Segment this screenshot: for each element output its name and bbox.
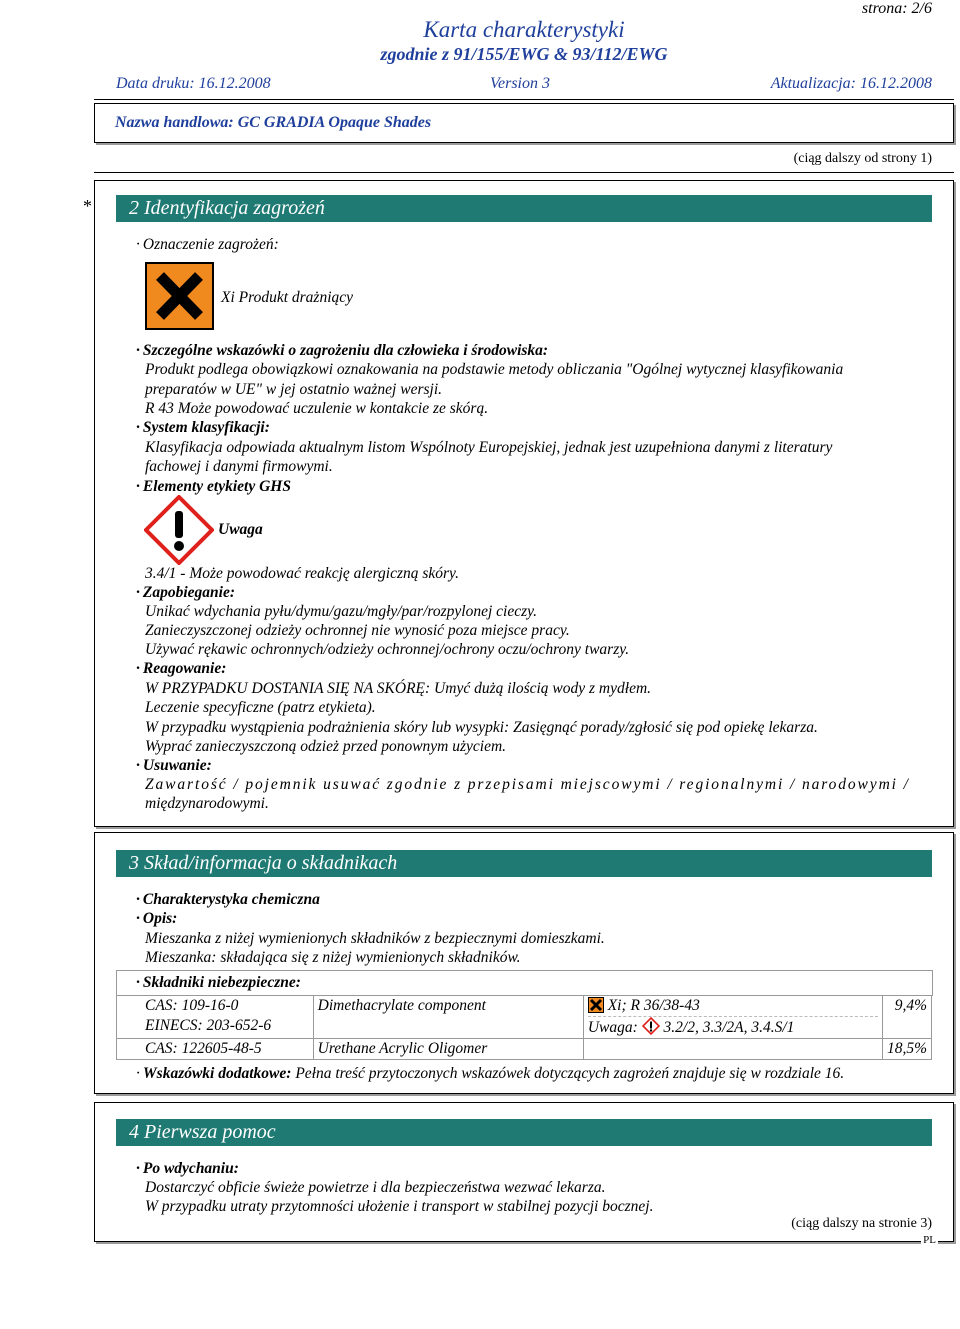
- inhalation-label: Po wdychaniu:: [142, 1160, 239, 1177]
- ghs-exclamation-icon: [144, 495, 214, 565]
- einecs-number: EINECS: 203-652-6: [145, 1017, 272, 1034]
- disposal-label-line: [136, 756, 212, 775]
- bullet: ·: [136, 236, 140, 253]
- desc-label: Opis:: [142, 910, 178, 927]
- ingredient-percent: 18,5%: [882, 1039, 931, 1060]
- update-date: Aktualizacja: 16.12.2008: [770, 75, 932, 92]
- ghs-codes: 3.2/2, 3.3/2A, 3.4.S/1: [663, 1019, 795, 1036]
- ghs-signal: Uwaga:: [587, 1019, 638, 1036]
- bullet: ·: [136, 974, 140, 991]
- ghs-label: Elementy etykiety GHS: [142, 478, 291, 495]
- ingredient-classification: [583, 996, 882, 1039]
- hazardous-label-box: [116, 970, 933, 996]
- hazardous-label: Składniki niebezpieczne:: [142, 974, 301, 991]
- special-text-1: Produkt podlega obowiązkowi oznakowania na podstawie metody obliczania "Ogólnej wytycznej klasyfikowania: [145, 361, 844, 378]
- desc-label-line: [136, 909, 177, 928]
- special-text-2: preparatów w UE" w jej ostatnio ważnej wersji.: [145, 381, 443, 398]
- trade-name-box: [94, 103, 954, 143]
- response-text-3: W przypadku wystąpienia podrażnienia skóry lub wysypki: Zasięgnąć porady/zgłosić się pod opiekę lekarza.: [145, 719, 818, 736]
- print-date: Data druku: 16.12.2008: [116, 75, 271, 92]
- ghs-line: [588, 1017, 878, 1038]
- language-code: PL: [923, 1234, 936, 1246]
- desc-text-2: Mieszanka: składająca się z niżej wymienionych składników.: [145, 949, 521, 966]
- bullet: ·: [136, 1065, 140, 1082]
- system-label: System klasyfikacji:: [142, 419, 270, 436]
- inhalation-text-1: Dostarczyć obficie świeże powietrze i dla bezpieczeństwa wezwać lekarza.: [145, 1179, 606, 1196]
- document-title: Karta charakterystyki: [423, 17, 625, 42]
- prevention-label: Zapobieganie:: [142, 584, 235, 601]
- system-label-line: [136, 418, 270, 437]
- special-label-line: [136, 341, 548, 360]
- ingredient-name: Dimethacrylate component: [313, 996, 583, 1039]
- table-row: [117, 1039, 932, 1060]
- ghs-label-line: [136, 477, 291, 496]
- page-number: strona: 2/6: [861, 0, 932, 17]
- ingredient-classification: [583, 1039, 882, 1060]
- bullet: ·: [136, 342, 140, 359]
- version: Version 3: [490, 75, 550, 92]
- hazardous-label-line: [136, 973, 301, 992]
- prevention-label-line: [136, 583, 235, 602]
- xi-hazard-icon: [145, 262, 214, 330]
- disposal-label: Usuwanie:: [142, 757, 212, 774]
- system-text-2: fachowej i danymi firmowymi.: [145, 458, 333, 475]
- prevention-text-1: Unikać wdychania pyłu/dymu/gazu/mgły/par/rozpylonej cieczy.: [145, 603, 538, 620]
- ghs-signal-word: Uwaga: [218, 521, 263, 538]
- char-label-line: [136, 890, 320, 909]
- classification-text: Xi; R 36/38-43: [607, 997, 700, 1014]
- trade-name: Nazwa handlowa: GC GRADIA Opaque Shades: [115, 114, 432, 131]
- bullet: ·: [136, 419, 140, 436]
- special-text-3: R 43 Może powodować uczulenie w kontakcie ze skórą.: [145, 400, 489, 417]
- special-label: Szczególne wskazówki o zagrożeniu dla człowieka i środowiska:: [142, 342, 549, 359]
- system-text-1: Klasyfikacja odpowiada aktualnym listom Wspólnoty Europejskiej, jednak jest uzupełniona danymi z literatury: [145, 439, 833, 456]
- response-text-1: W PRZYPADKU DOSTANIA SIĘ NA SKÓRĘ: Umyć dużą ilością wody z mydłem.: [145, 680, 652, 697]
- hazard-symbol-text: Xi Produkt drażniący: [221, 289, 354, 306]
- section-2-header: 2 Identyfikacja zagrożeń: [116, 195, 932, 222]
- response-label: Reagowanie:: [142, 660, 227, 677]
- ghs-small-icon: [642, 1017, 660, 1035]
- page-rule: [94, 172, 954, 173]
- disposal-text-1: Zawartość / pojemnik usuwać zgodnie z przepisami miejscowymi / regionalnymi / narodowymi /: [145, 776, 910, 793]
- cas-number: CAS: 109-16-0: [145, 997, 239, 1014]
- xi-small-icon: [588, 997, 604, 1013]
- ghs-statement: 3.4/1 - Może powodować reakcję alergiczną skóry.: [145, 565, 459, 582]
- continued-to: (ciąg dalszy na stronie 3): [791, 1216, 932, 1231]
- response-text-4: Wyprać zanieczyszczoną odzież przed ponownym użyciem.: [145, 738, 507, 755]
- inhalation-text-2: W przypadku utraty przytomności ułożenie i transport w stabilnej pozycji bocznej.: [145, 1198, 654, 1215]
- section-4-header: 4 Pierwsza pomoc: [116, 1119, 932, 1146]
- bullet: ·: [136, 910, 140, 927]
- classification-line: [588, 996, 878, 1017]
- bullet: ·: [136, 891, 140, 908]
- additional-line: [136, 1064, 844, 1083]
- continued-from: (ciąg dalszy od strony 1): [793, 151, 932, 166]
- additional-label: Wskazówki dodatkowe:: [142, 1065, 292, 1082]
- desc-text-1: Mieszanka z niżej wymienionych składników z bezpiecznymi domieszkami.: [145, 930, 605, 947]
- footer-rule: [94, 1241, 954, 1242]
- disposal-text-2: międzynarodowymi.: [145, 795, 269, 812]
- prevention-text-2: Zanieczyszczonej odzieży ochronnej nie wynosić poza miejsce pracy.: [145, 622, 570, 639]
- ingredient-ids: [117, 996, 314, 1039]
- additional-text: Pełna treść przytoczonych wskazówek dotyczących zagrożeń znajduje się w rozdziale 16.: [295, 1065, 845, 1082]
- ingredient-ids: CAS: 122605-48-5: [117, 1039, 314, 1060]
- header-rule: [94, 99, 954, 100]
- bullet: ·: [136, 584, 140, 601]
- inhalation-label-line: [136, 1159, 239, 1178]
- ingredient-percent: 9,4%: [882, 996, 931, 1039]
- ingredients-table: [116, 995, 932, 1060]
- bullet: ·: [136, 757, 140, 774]
- document-subtitle: zgodnie z 91/155/EWG & 93/112/EWG: [380, 44, 668, 64]
- ingredient-name: Urethane Acrylic Oligomer: [313, 1039, 583, 1060]
- bullet: ·: [136, 1160, 140, 1177]
- response-text-2: Leczenie specyficzne (patrz etykieta).: [145, 699, 376, 716]
- bullet: ·: [136, 478, 140, 495]
- prevention-text-3: Używać rękawic ochronnych/odzieży ochronnej/ochrony oczu/ochrony twarzy.: [145, 641, 630, 658]
- bullet: ·: [136, 660, 140, 677]
- section-3-header: 3 Skład/informacja o składnikach: [116, 850, 932, 877]
- response-label-line: [136, 659, 226, 678]
- change-asterisk: *: [83, 196, 92, 216]
- table-row: [117, 996, 932, 1039]
- hazard-label: Oznaczenie zagrożeń:: [142, 236, 279, 253]
- hazard-label-line: [136, 235, 279, 254]
- char-label: Charakterystyka chemiczna: [142, 891, 320, 908]
